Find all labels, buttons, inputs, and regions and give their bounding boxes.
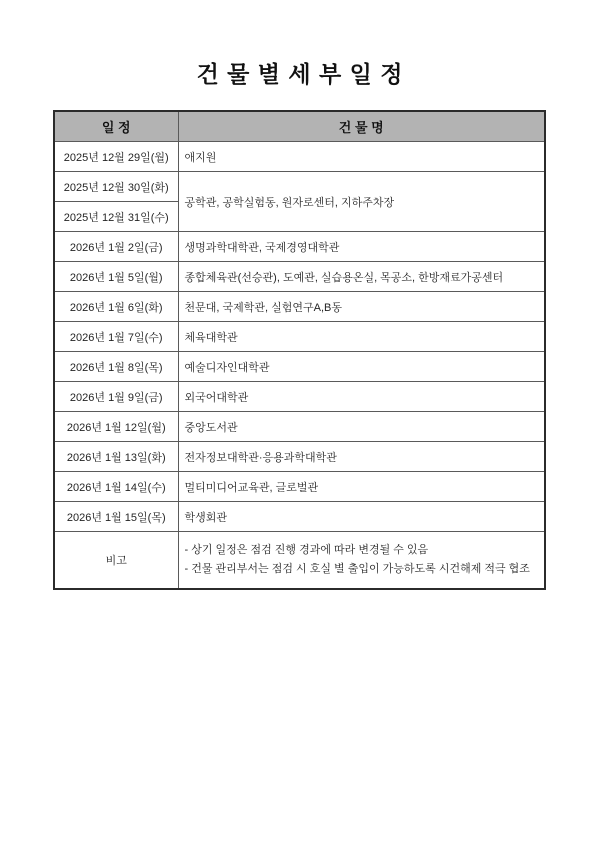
date-cell: 2026년 1월 9일(금) — [54, 382, 178, 412]
schedule-table-header — [54, 111, 545, 142]
note-label: 비고 — [54, 532, 178, 590]
note-line-2: - 건물 관리부서는 점검 시 호실 별 출입이 가능하도록 시건해제 적극 협조 — [184, 563, 530, 575]
table-row — [54, 262, 545, 292]
table-row — [54, 442, 545, 472]
table-row — [54, 292, 545, 322]
date-cell: 2026년 1월 2일(금) — [54, 232, 178, 262]
note-line-1: - 상기 일정은 점검 진행 경과에 따라 변경될 수 있음 — [184, 543, 429, 556]
date-cell: 2026년 1월 13일(화) — [54, 442, 178, 472]
date-cell: 2026년 1월 8일(목) — [54, 352, 178, 382]
building-cell: 외국어대학관 — [178, 382, 545, 412]
table-row — [54, 172, 545, 202]
building-cell: 공학관, 공학실험동, 원자로센터, 지하주차장 — [178, 172, 545, 232]
schedule-table-note — [54, 532, 545, 590]
date-cell: 2025년 12월 29일(월) — [54, 142, 178, 172]
header-row — [54, 111, 545, 142]
date-cell: 2026년 1월 5일(월) — [54, 262, 178, 292]
building-cell: 생명과학대학관, 국제경영대학관 — [178, 232, 545, 262]
schedule-table — [53, 110, 546, 590]
table-row — [54, 412, 545, 442]
date-cell: 2025년 12월 30일(화) — [54, 172, 178, 202]
page-title: 건 물 별 세 부 일 정 — [196, 61, 404, 87]
table-row — [54, 322, 545, 352]
building-cell: 학생회관 — [178, 502, 545, 532]
building-cell: 멀티미디어교육관, 글로벌관 — [178, 472, 545, 502]
date-cell: 2025년 12월 31일(수) — [54, 202, 178, 232]
building-cell: 중앙도서관 — [178, 412, 545, 442]
table-row — [54, 472, 545, 502]
header-date: 일 정 — [54, 111, 178, 142]
note-cell — [178, 532, 545, 590]
building-cell: 천문대, 국제학관, 실험연구A,B동 — [178, 292, 545, 322]
date-cell: 2026년 1월 7일(수) — [54, 322, 178, 352]
building-cell: 전자정보대학관·응용과학대학관 — [178, 442, 545, 472]
table-row — [54, 142, 545, 172]
table-row — [54, 502, 545, 532]
building-cell: 애지원 — [178, 142, 545, 172]
building-cell: 종합체육관(선승관), 도예관, 실습용온실, 목공소, 한방재료가공센터 — [178, 262, 545, 292]
date-cell: 2026년 1월 14일(수) — [54, 472, 178, 502]
note-row — [54, 532, 545, 590]
building-cell: 예술디자인대학관 — [178, 352, 545, 382]
date-cell: 2026년 1월 12일(월) — [54, 412, 178, 442]
header-building: 건 물 명 — [178, 111, 545, 142]
building-cell: 체육대학관 — [178, 322, 545, 352]
table-row — [54, 382, 545, 412]
date-cell: 2026년 1월 6일(화) — [54, 292, 178, 322]
table-row — [54, 232, 545, 262]
schedule-table-body — [54, 142, 545, 532]
table-row — [54, 352, 545, 382]
date-cell: 2026년 1월 15일(목) — [54, 502, 178, 532]
